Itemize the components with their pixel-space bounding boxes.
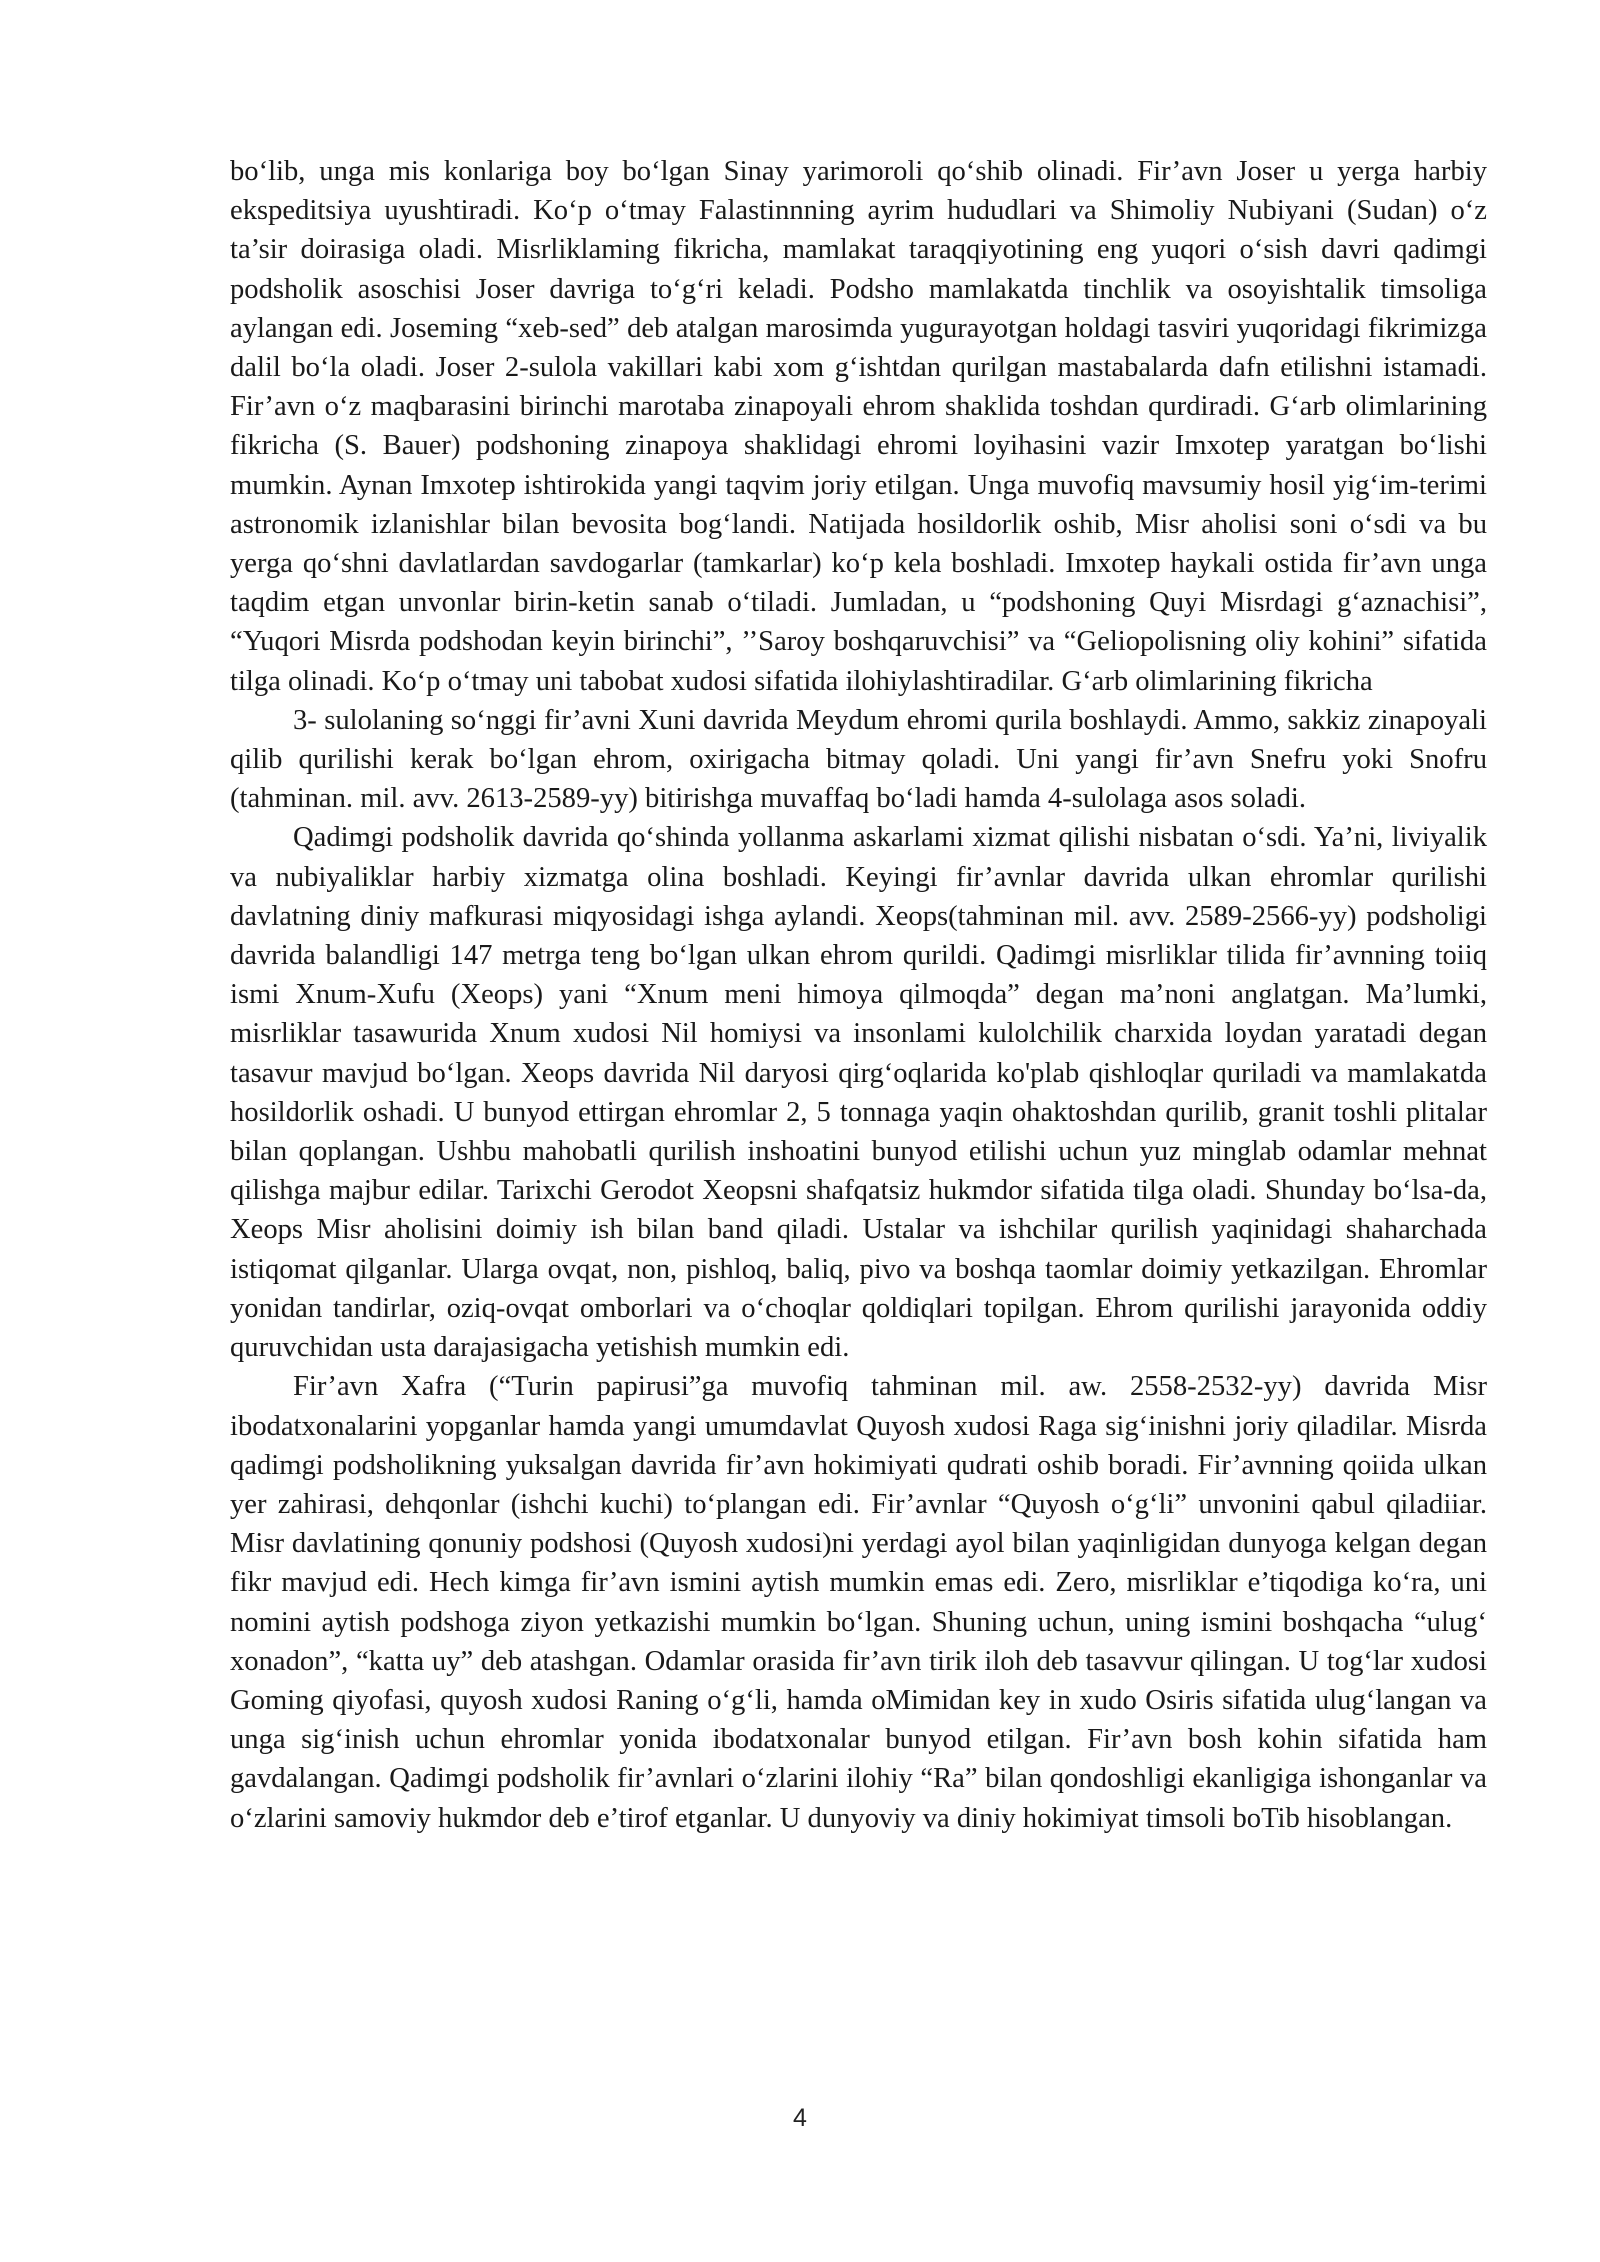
- page-number: 4: [793, 2104, 807, 2132]
- paragraph-3: Qadimgi podsholik davrida qo‘shinda yollanma askarlami xizmat qilishi nisbatan o‘sdi. Ya’ni, liviyalik va nubiyaliklar harbiy xizmatga olina boshladi. Keyingi fir’avnlar davrida ulkan ehromlar qurilishi davlatning diniy mafkurasi miqyosidagi ishga aylandi. Xeops(tahminan mil. avv. 2589-2566-yy) podsholigi davrida balandligi 147 metrga teng bo‘lgan ulkan ehrom qurildi. Qadimgi misrliklar tilida fir’avnning toiiq ismi Xnum-Xufu (Xeops) yani “Xnum meni himoya qilmoqda” degan ma’noni anglatgan. Ma’lumki, misrliklar tasawurida Xnum xudosi Nil homiysi va insonlami kulolchilik charxida loydan yaratadi degan tasavur mavjud bo‘lgan. Xeops davrida Nil daryosi qirg‘oqlarida ko'plab qishloqlar quriladi va mamlakatda hosildorlik oshadi. U bunyod ettirgan ehromlar 2, 5 tonnaga yaqin ohaktoshdan qurilib, granit toshli plitalar bilan qoplangan. Ushbu mahobatli qurilish inshoatini bunyod etilishi uchun yuz minglab odamlar mehnat qilishga majbur edilar. Tarixchi Gerodot Xeopsni shafqatsiz hukmdor sifatida tilga oladi. Shunday bo‘lsa-da, Xeops Misr aholisini doimiy ish bilan band qiladi. Ustalar va ishchilar qurilish yaqinidagi shaharchada istiqomat qilganlar. Ularga ovqat, non, pishloq, baliq, pivo va boshqa taomlar doimiy yetkazilgan. Ehromlar yonidan tandirlar, oziq-ovqat omborlari va o‘choqlar qoldiqlari topilgan. Ehrom qurilishi jarayonida oddiy quruvchidan usta darajasigacha yetishish mumkin edi.: [230, 822, 1487, 1364]
- paragraph-4: Fir’avn Xafra (“Turin papirusi”ga muvofiq tahminan mil. aw. 2558-2532-yy) davrida Misr ibodatxonalarini yopganlar hamda yangi umumdavlat Quyosh xudosi Raga sig‘inishni joriy qiladilar. Misrda qadimgi podsholikning yuksalgan davrida fir’avn hokimiyati qudrati oshib boradi. Fir’avnning qoiida ulkan yer zahirasi, dehqonlar (ishchi kuchi) to‘plangan edi. Fir’avnlar “Quyosh o‘g‘li” unvonini qabul qiladiiar. Misr davlatining qonuniy podshosi (Quyosh xudosi)ni yerdagi ayol bilan yaqinligidan dunyoga kelgan degan fikr mavjud edi. Hech kimga fir’avn ismini aytish mumkin emas edi. Zero, misrliklar e’tiqodiga ko‘ra, uni nomini aytish podshoga ziyon yetkazishi mumkin bo‘lgan. Shuning uchun, uning ismini boshqacha “ulug‘ xonadon”, “katta uy” deb atashgan. Odamlar orasida fir’avn tirik iloh deb tasavvur qilingan. U tog‘lar xudosi Goming qiyofasi, quyosh xudosi Raning o‘g‘li, hamda oMimidan key in xudo Osiris sifatida ulug‘langan va unga sig‘inish uchun ehromlar yonida ibodatxonalar bunyod etilgan. Fir’avn bosh kohin sifatida ham gavdalangan. Qadimgi podsholik fir’avnlari o‘zlarini ilohiy “Ra” bilan qondoshligi ekanligiga ishonganlar va o‘zlarini samoviy hukmdor deb e’tirof etganlar. U dunyoviy va diniy hokimiyat timsoli boTib hisoblangan.: [230, 1371, 1487, 1834]
- paragraph-1: bo‘lib, unga mis konlariga boy bo‘lgan Sinay yarimoroli qo‘shib olinadi. Fir’avn Joser u yerga harbiy ekspeditsiya uyushtiradi. Ko‘p o‘tmay Falastinnning ayrim hududlari va Shimoliy Nubiyani (Sudan) o‘z ta’sir doirasiga oladi. Misrliklaming fikricha, mamlakat taraqqiyotining eng yuqori o‘sish davri qadimgi podsholik asoschisi Joser davriga to‘g‘ri keladi. Podsho mamlakatda tinchlik va osoyishtalik timsoliga aylangan edi. Joseming “xeb-sed” deb atalgan marosimda yugurayotgan holdagi tasviri yuqoridagi fikrimizga dalil bo‘la oladi. Joser 2-sulola vakillari kabi xom g‘ishtdan qurilgan mastabalarda dafn etilishni istamadi. Fir’avn o‘z maqbarasini birinchi marotaba zinapoyali ehrom shaklida toshdan qurdiradi. G‘arb olimlarining fikricha (S. Bauer) podshoning zinapoya shaklidagi ehromi loyihasini vazir Imxotep yaratgan bo‘lishi mumkin. Aynan Imxotep ishtirokida yangi taqvim joriy etilgan. Unga muvofiq mavsumiy hosil yig‘im-terimi astronomik izlanishlar bilan bevosita bog‘landi. Natijada hosildorlik oshib, Misr aholisi soni o‘sdi va bu yerga qo‘shni davlatlardan savdogarlar (tamkarlar) ko‘p kela boshladi. Imxotep haykali ostida fir’avn unga taqdim etgan unvonlar birin-ketin sanab o‘tiladi. Jumladan, u “podshoning Quyi Misrdagi g‘aznachisi”, “Yuqori Misrda podshodan keyin birinchi”, ’’Saroy boshqaruvchisi” va “Geliopolisning oliy kohini” sifatida tilga olinadi. Ko‘p o‘tmay uni tabobat xudosi sifatida ilohiylashtiradilar. G‘arb olimlarining fikricha: [230, 156, 1487, 697]
- body-text: [230, 152, 1487, 1838]
- paragraph-2: 3- sulolaning so‘nggi fir’avni Xuni davrida Meydum ehromi qurila boshlaydi. Ammo, sakkiz zinapoyali qilib qurilishi kerak bo‘lgan ehrom, oxirigacha bitmay qoladi. Uni yangi fir’avn Snefru yoki Snofru (tahminan. mil. avv. 2613-2589-yy) bitirishga muvaffaq bo‘ladi hamda 4-sulolaga asos soladi.: [230, 704, 1487, 815]
